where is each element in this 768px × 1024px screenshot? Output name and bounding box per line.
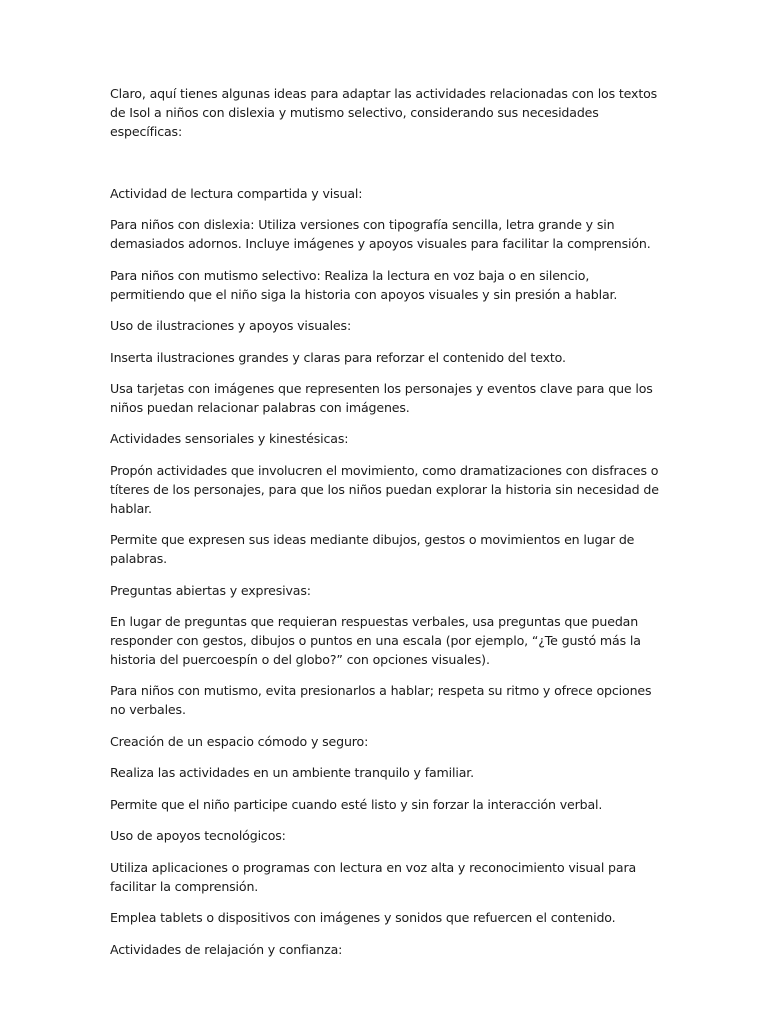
section-heading-lectura-compartida: Actividad de lectura compartida y visual: (110, 185, 363, 201)
paragraph-mutismo-ritmo: Para niños con mutismo, evita presionarlos a hablar; respeta su ritmo y ofrece opciones no verbales. (110, 683, 652, 718)
section-heading-preguntas: Preguntas abiertas y expresivas: (110, 582, 311, 598)
paragraph-dislexia: Para niños con dislexia: Utiliza versiones con tipografía sencilla, letra grande y sin demasiados adornos. Incluye imágenes y apoyos visuales para facilitar la comprensión. (110, 217, 651, 252)
paragraph-dramatizaciones: Propón actividades que involucren el movimiento, como dramatizaciones con disfraces o títeres de los personajes, para que los niños puedan explorar la historia sin necesidad de hablar. (110, 462, 659, 516)
paragraph-tarjetas: Usa tarjetas con imágenes que representen los personajes y eventos clave para que los niños puedan relacionar palabras con imágenes. (110, 381, 653, 415)
document-body (110, 85, 660, 972)
paragraph-participacion: Permite que el niño participe cuando esté listo y sin forzar la interacción verbal. (110, 796, 603, 812)
paragraph-mutismo-lectura: Para niños con mutismo selectivo: Realiza la lectura en voz baja o en silencio, permitiendo que el niño siga la historia con apoyos visuales y sin presión a hablar. (110, 267, 618, 302)
section-heading-relajacion: Actividades de relajación y confianza: (110, 941, 343, 957)
paragraph-ilustraciones: Inserta ilustraciones grandes y claras para reforzar el contenido del texto. (110, 349, 566, 365)
section-heading-espacio: Creación de un espacio cómodo y seguro: (110, 733, 369, 749)
section-heading-sensoriales: Actividades sensoriales y kinestésicas: (110, 431, 349, 447)
paragraph-aplicaciones: Utiliza aplicaciones o programas con lectura en voz alta y reconocimiento visual para facilitar la comprensión. (110, 859, 637, 894)
intro-paragraph: Claro, aquí tienes algunas ideas para adaptar las actividades relacionadas con los textos de Isol a niños con dislexia y mutismo selectivo, considerando sus necesidades específicas: (110, 86, 658, 139)
paragraph-ambiente: Realiza las actividades en un ambiente tranquilo y familiar. (110, 765, 475, 781)
paragraph-tablets: Emplea tablets o dispositivos con imágenes y sonidos que refuercen el contenido. (110, 910, 616, 926)
section-heading-tecnologicos: Uso de apoyos tecnológicos: (110, 828, 286, 844)
paragraph-dibujos-gestos: Permite que expresen sus ideas mediante dibujos, gestos o movimientos en lugar de palabras. (110, 532, 635, 567)
section-heading-ilustraciones: Uso de ilustraciones y apoyos visuales: (110, 318, 352, 334)
paragraph-preguntas-gestos: En lugar de preguntas que requieran respuestas verbales, usa preguntas que puedan responder con gestos, dibujos o puntos en una escala (por ejemplo, “¿Te gustó más la historia del puercoespín o del globo?” con opciones visuales). (110, 614, 641, 667)
